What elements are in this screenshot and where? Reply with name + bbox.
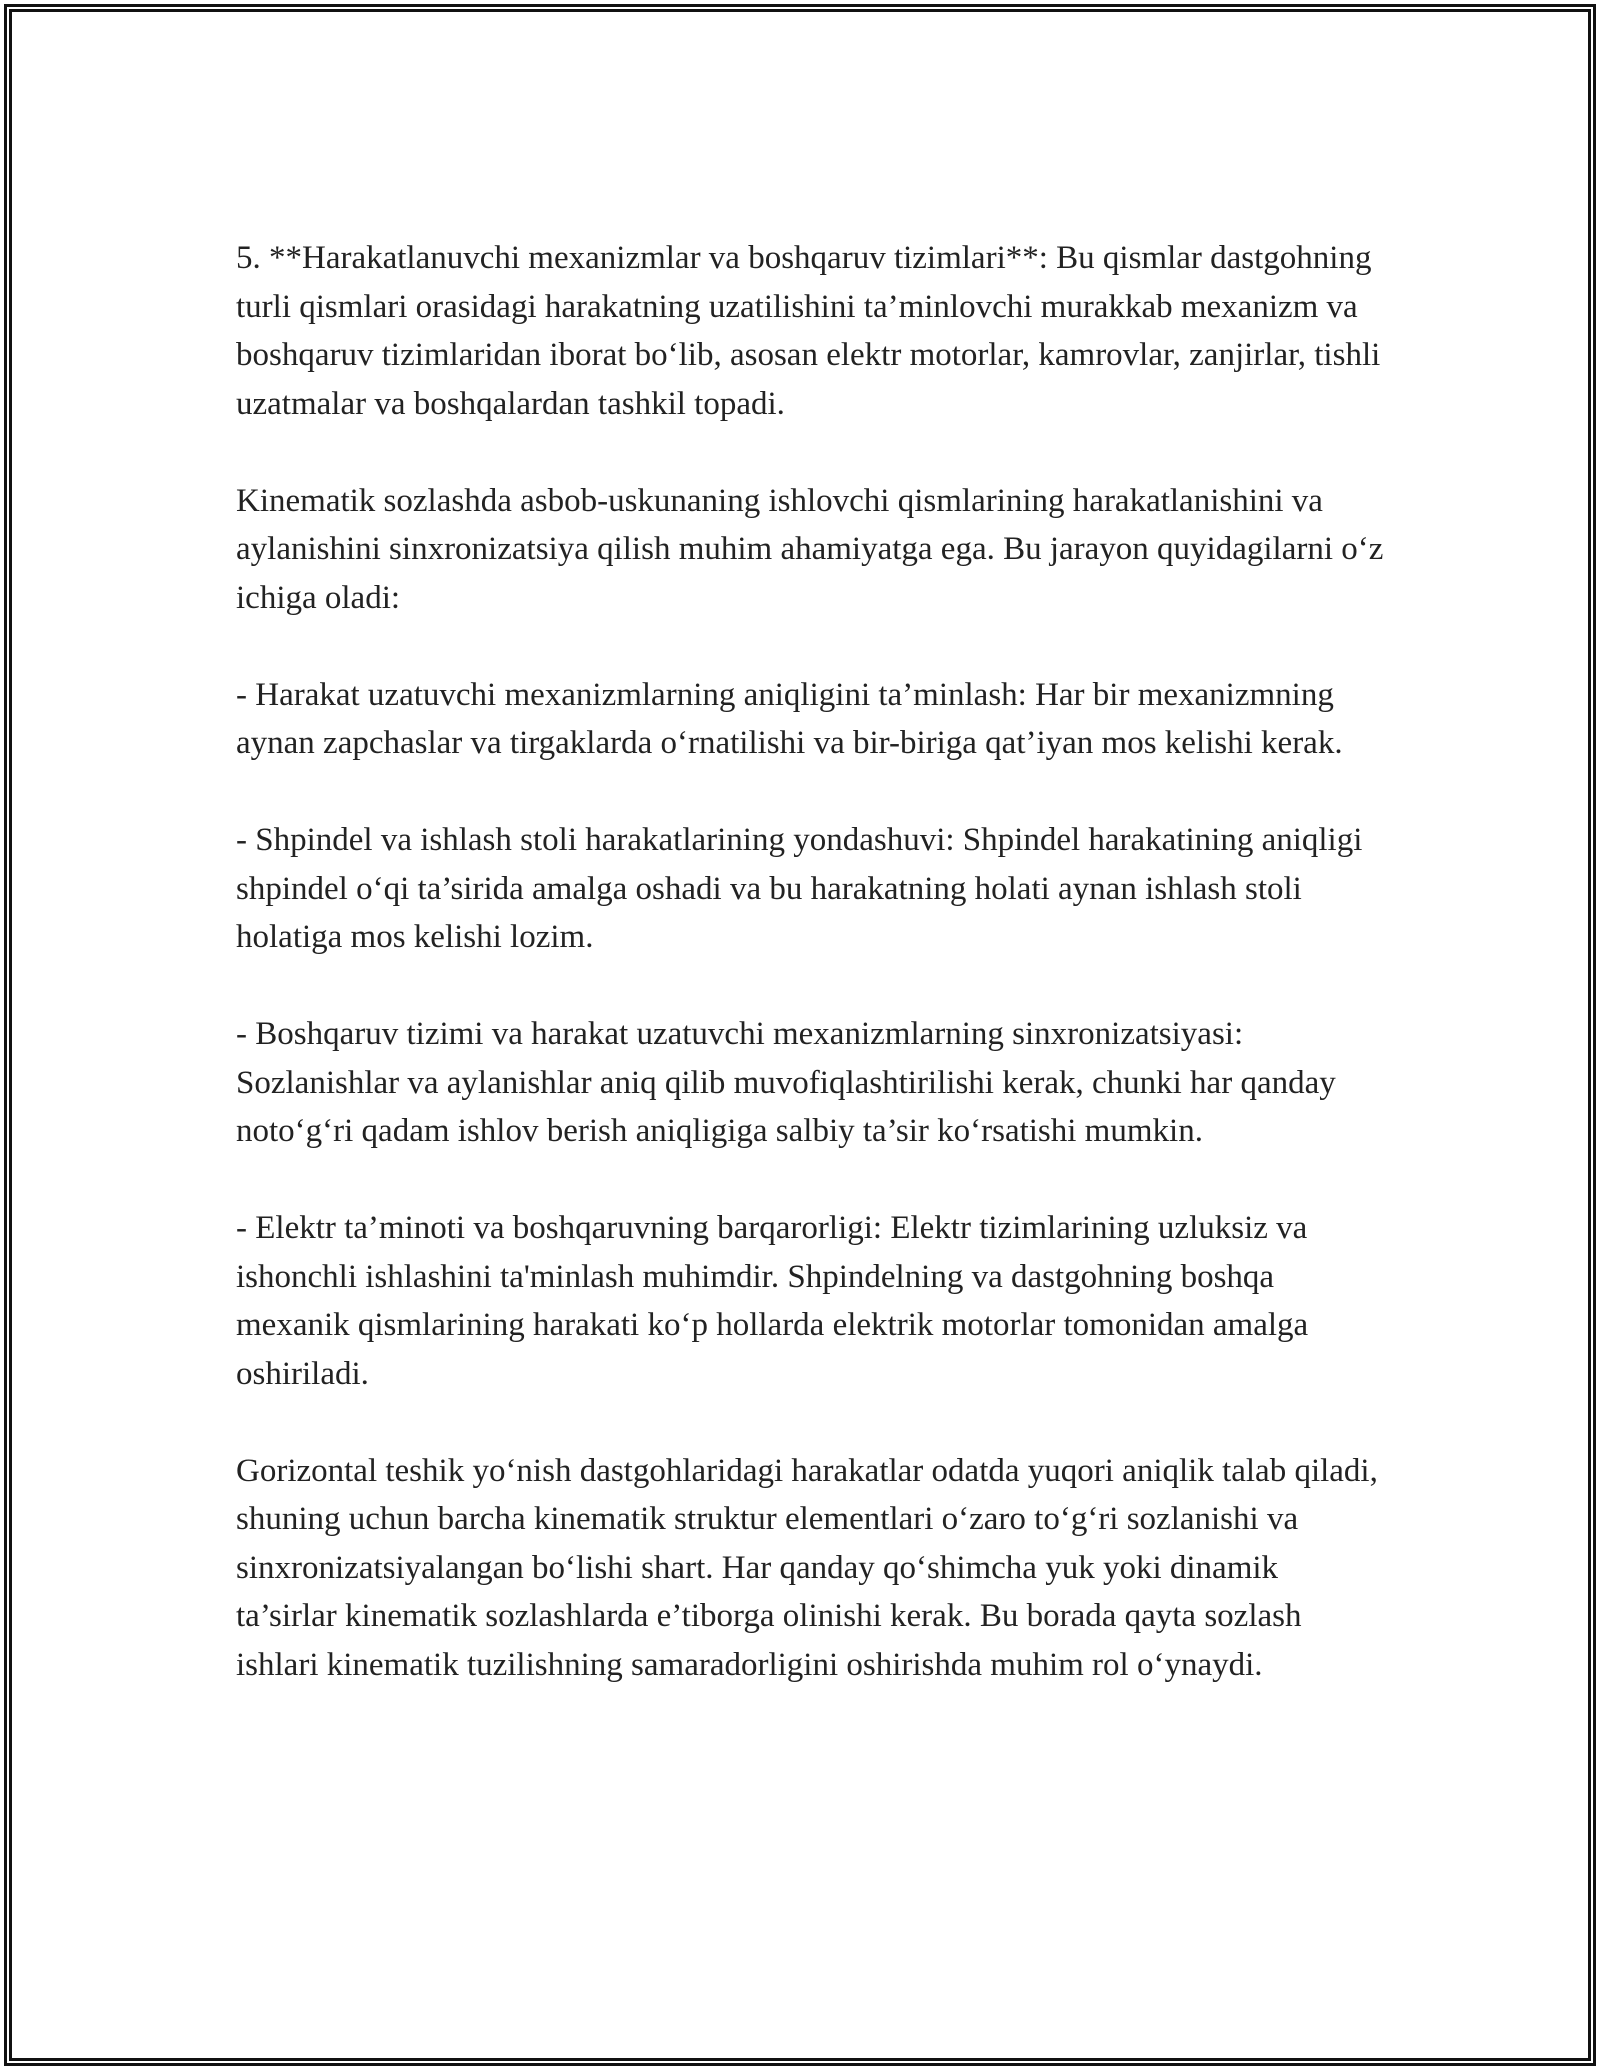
paragraph-conclusion: Gorizontal teshik yo‘nish dastgohlaridagi harakatlar odatda yuqori aniqlik talab qiladi, shuning uchun barcha kinematik struktur elementlari o‘zaro to‘g‘ri sozlanishi va sinxronizatsiyalangan bo‘lishi shart. Har qanday qo‘shimcha yuk yoki dinamik ta’sirlar kinematik sozlashlarda e’tiborga olinishi kerak. Bu borada qayta sozlash ishlari kinematik tuzilishning samaradorligini oshirishda muhim rol o‘ynaydi.: [236, 1452, 1378, 1683]
list-item-power-stability: - Elektr ta’minoti va boshqaruvning barqarorligi: Elektr tizimlarining uzluksiz va ishonchli ishlashini ta'minlash muhimdir. Shpindelning va dastgohning boshqa mexanik qismlarining harakati ko‘p hollarda elektrik motorlar tomonidan amalga oshiriladi.: [236, 1210, 1309, 1392]
list-item-spindle-table-alignment: - Shpindel va ishlash stoli harakatlarining yondashuvi: Shpindel harakatining aniqligi shpindel o‘qi ta’sirida amalga oshadi va bu harakatning holati aynan ishlash stoli holatiga mos kelishi lozim.: [236, 822, 1363, 955]
document-body: [236, 234, 1386, 1689]
list-item-control-sync: - Boshqaruv tizimi va harakat uzatuvchi mexanizmlarning sinxronizatsiyasi: Sozlanishlar va aylanishlar aniq qilib muvofiqlashtirilishi kerak, chunki har qanday noto‘g‘ri qadam ishlov berish aniqligiga salbiy ta’sir ko‘rsatishi mumkin.: [236, 1016, 1336, 1149]
list-item-transmission-accuracy: - Harakat uzatuvchi mexanizmlarning aniqligini ta’minlash: Har bir mexanizmning aynan zapchaslar va tirgaklarda o‘rnatilishi va bir-biriga qat’iyan mos kelishi kerak.: [236, 676, 1343, 761]
paragraph-moving-mechanisms: 5. **Harakatlanuvchi mexanizmlar va boshqaruv tizimlari**: Bu qismlar dastgohning turli qismlari orasidagi harakatning uzatilishini ta’minlovchi murakkab mexanizm va boshqaruv tizimlaridan iborat bo‘lib, asosan elektr motorlar, kamrovlar, zanjirlar, tishli uzatmalar va boshqalardan tashkil topadi.: [236, 240, 1381, 422]
paragraph-kinematic-setup-intro: Kinematik sozlashda asbob-uskunaning ishlovchi qismlarining harakatlanishini va aylanishini sinxronizatsiya qilish muhim ahamiyatga ega. Bu jarayon quyidagilarni o‘z ichiga oladi:: [236, 482, 1384, 616]
